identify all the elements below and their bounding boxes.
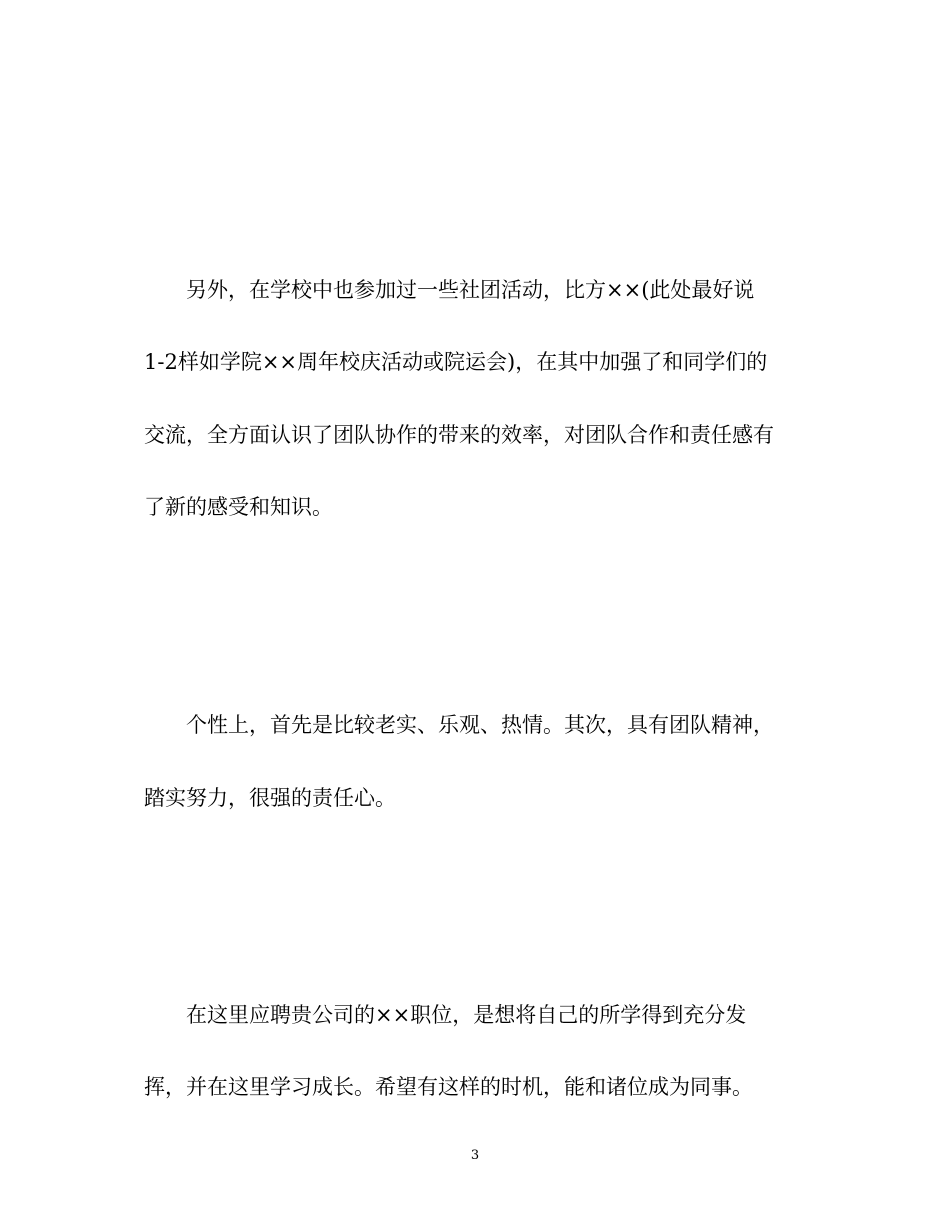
- paragraph-line: 踏实努力，很强的责任心。: [144, 786, 396, 810]
- paragraph-line: 交流，全方面认识了团队协作的带来的效率，对团队合作和责任感有: [144, 423, 774, 447]
- paragraph-line: 挥，并在这里学习成长。希望有这样的时机，能和诸位成为同事。: [144, 1075, 753, 1099]
- paragraph-line: 在这里应聘贵公司的××职位，是想将自己的所学得到充分发: [186, 1003, 747, 1027]
- paragraph-line: 1-2样如学院××周年校庆活动或院运会)，在其中加强了和同学们的: [144, 350, 768, 374]
- paragraph-line: 了新的感受和知识。: [144, 495, 333, 519]
- page-number: 3: [470, 1148, 480, 1163]
- paragraph-line: 另外，在学校中也参加过一些社团活动，比方××(此处最好说: [186, 278, 755, 302]
- paragraph-line: 个性上，首先是比较老实、乐观、热情。其次，具有团队精神，: [186, 713, 774, 737]
